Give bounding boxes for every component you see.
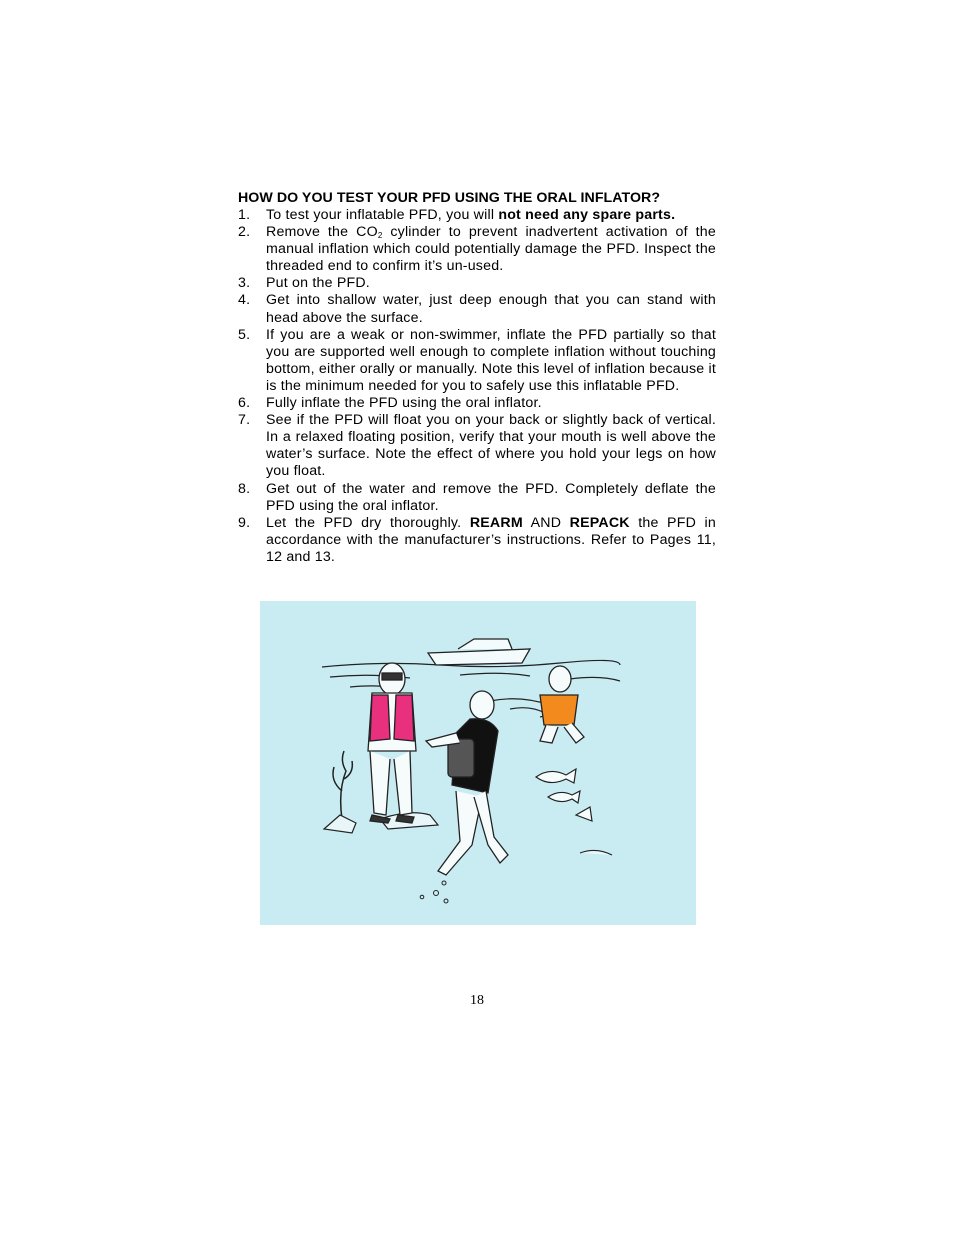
item-text: To test your inflatable PFD, you will <box>266 207 499 223</box>
item-text: See if the PFD will float you on your back or slightly back of vertical. In a relaxed floating position, verify that your mouth is well above the water’s surface. Note the effect of where you hold your legs on how you float. <box>266 412 716 480</box>
list-item <box>238 224 716 275</box>
item-text: cylinder to prevent inadvertent activation of the manual inflation which could potentially damage the PFD. Inspect the threaded end to confirm it’s un-used. <box>266 224 716 275</box>
item-number: 9. <box>238 514 251 531</box>
list-item <box>238 412 716 480</box>
item-text: AND <box>522 514 570 531</box>
steps-list <box>238 207 716 566</box>
list-item <box>238 327 716 395</box>
list-item <box>238 207 716 224</box>
item-text: the PFD in accordance with the manufacturer’s instructions. Refer to Pages 11, 12 and 13. <box>266 514 716 565</box>
item-text: Fully inflate the PFD using the oral inflator. <box>266 395 542 412</box>
item-number: 8. <box>238 480 251 497</box>
item-text: If you are a weak or non-swimmer, inflate the PFD partially so that you are supported well enough to complete inflation without touching bottom, either orally or manually. Note this level of inflation because it is the minimum needed for you to safely use this inflatable PFD. <box>266 326 716 394</box>
list-item <box>238 395 716 412</box>
item-bold-text: REPACK <box>569 514 630 531</box>
pfd-test-illustration <box>260 601 696 925</box>
section-heading: HOW DO YOU TEST YOUR PFD USING THE ORAL INFLATOR? <box>238 190 661 206</box>
item-text: Remove the CO <box>266 224 378 241</box>
subscript: 2 <box>377 231 383 241</box>
page-number: 18 <box>470 993 484 1008</box>
item-text: Get into shallow water, just deep enough that you can stand with head above the surface. <box>266 292 716 326</box>
list-item <box>238 481 716 515</box>
item-number: 7. <box>238 412 251 429</box>
item-number: 1. <box>238 207 251 223</box>
item-number: 6. <box>238 395 251 412</box>
list-item <box>238 515 716 566</box>
item-number: 2. <box>238 224 251 241</box>
list-item <box>238 292 716 326</box>
item-text: Let the PFD dry thoroughly. <box>266 514 470 531</box>
list-item <box>238 275 716 292</box>
item-number: 3. <box>238 275 251 292</box>
item-text: Put on the PFD. <box>266 275 370 292</box>
item-number: 5. <box>238 326 251 343</box>
item-bold-text: REARM <box>469 514 523 531</box>
item-text: Get out of the water and remove the PFD. Completely deflate the PFD using the oral inflator. <box>266 480 716 514</box>
item-number: 4. <box>238 292 251 309</box>
instructions-section <box>238 190 716 566</box>
item-bold-text: not need any spare parts. <box>498 207 676 223</box>
